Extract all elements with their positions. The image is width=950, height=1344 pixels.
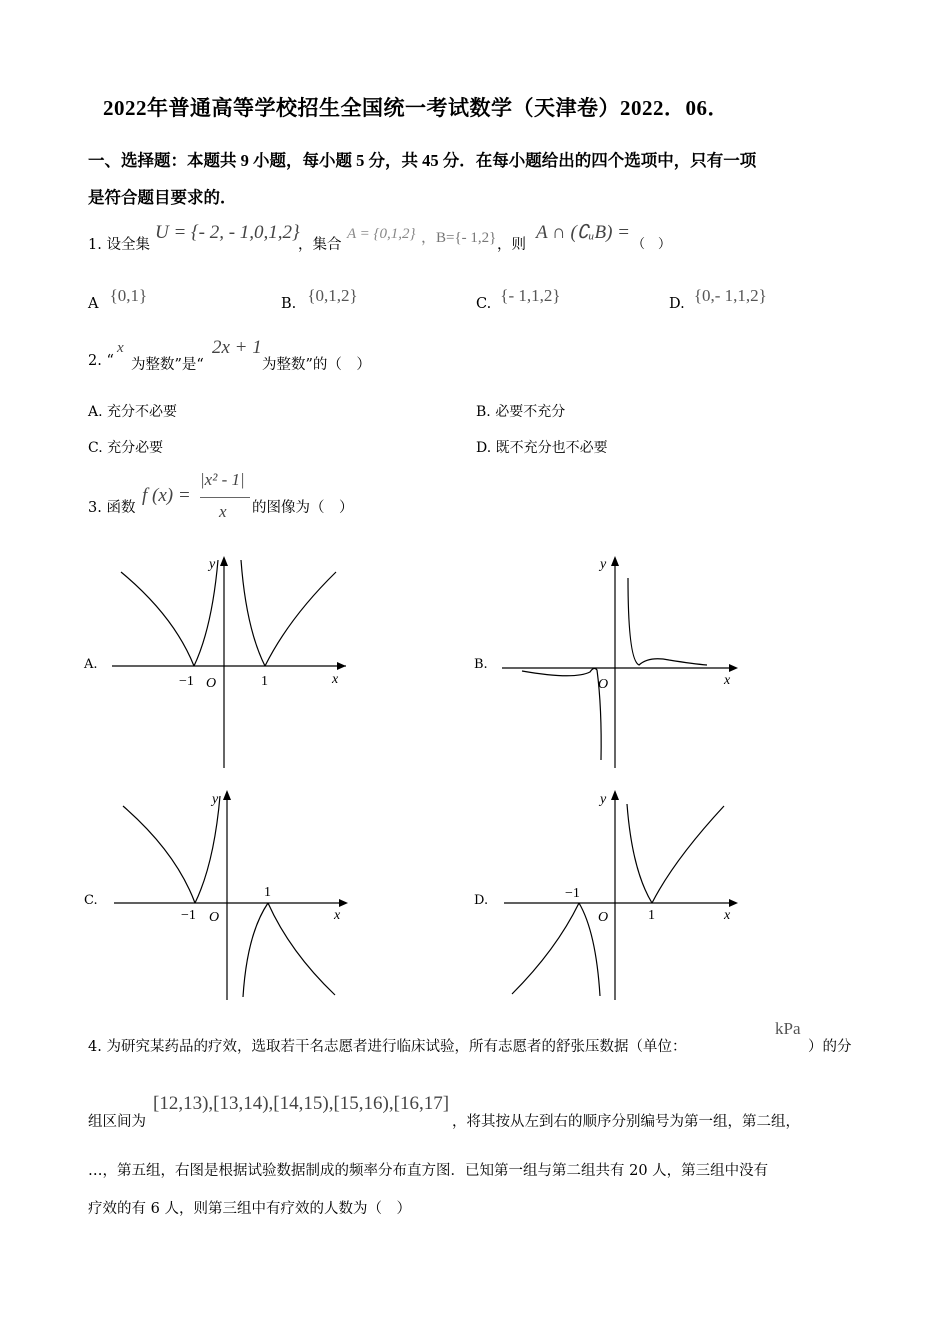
x-axis-label: x xyxy=(334,908,341,923)
curve-right-outer xyxy=(268,903,335,995)
curve-left-inner xyxy=(195,796,220,903)
q2-option-label: C. xyxy=(88,440,103,456)
q2-suffix: 为整数”的（ ） xyxy=(262,357,371,373)
x-axis-arrow xyxy=(337,662,346,670)
q1-option-value: {- 1,1,2} xyxy=(500,286,561,305)
q1-option-label: B. xyxy=(281,296,297,312)
q3-graph-b-plot xyxy=(474,548,754,770)
q3-graph-option-a[interactable] xyxy=(84,548,364,770)
q3-graph-d-plot xyxy=(474,782,754,1004)
y-axis-label: y xyxy=(600,557,607,572)
q1-option-d[interactable] xyxy=(669,286,767,312)
q3-graph-option-b[interactable] xyxy=(474,548,754,770)
q1-option-a[interactable] xyxy=(88,286,148,312)
section-heading-line1: 一、选择题：本题共 9 小题，每小题 5 分，共 45 分．在每小题给出的四个选项中，只有一项 xyxy=(88,151,757,170)
y-axis-arrow xyxy=(223,790,231,800)
tick-label: 1 xyxy=(264,885,271,900)
curve-right-inner xyxy=(627,804,652,903)
q2-option-label: D. xyxy=(476,440,492,456)
q4-line4: 疗效的有 6 人，则第三组中有疗效的人数为（ ） xyxy=(88,1201,411,1217)
x-axis-label: x xyxy=(724,908,731,923)
q3-suffix: 的图像为（ ） xyxy=(252,500,354,516)
q1-option-value: {0,- 1,1,2} xyxy=(693,286,767,305)
q4-line1-end: ）的分 xyxy=(808,1039,852,1055)
curve-left-inner xyxy=(579,903,600,996)
q2-prefix: 2. “ xyxy=(88,353,114,369)
curve-negative-branch xyxy=(522,668,601,760)
q1-option-c[interactable] xyxy=(476,286,561,312)
q4-line2-start: 组区间为 xyxy=(88,1114,146,1130)
q1-expression: A ∩ (∁ᵤB) = xyxy=(536,222,630,243)
origin-label: O xyxy=(209,910,220,925)
curve-right-inner xyxy=(241,560,265,666)
q1-mid1: ，集合 xyxy=(298,237,342,253)
y-axis-label: y xyxy=(209,557,216,572)
q1-option-value: {0,1,2} xyxy=(307,286,358,305)
curve-positive-branch xyxy=(628,578,707,665)
q3-denominator: x xyxy=(219,502,227,521)
tick-label: −1 xyxy=(179,674,194,689)
tick-label: −1 xyxy=(181,908,196,923)
section-heading-line2: 是符合题目要求的． xyxy=(88,188,237,207)
q3-graph-label: B. xyxy=(474,657,488,672)
curve-left-inner xyxy=(194,560,218,666)
q1-prefix: 1. 设全集 xyxy=(88,237,150,253)
q2-option-value: 必要不充分 xyxy=(495,404,566,420)
origin-label: O xyxy=(598,677,609,692)
q1-set-b: ，B={- 1,2} xyxy=(421,230,497,246)
q4-line1: 4. 为研究某药品的疗效，选取若干名志愿者进行临床试验，所有志愿者的舒张压数据（单位： xyxy=(88,1039,687,1055)
q3-graph-label: D. xyxy=(474,893,489,908)
y-axis-arrow xyxy=(220,556,228,566)
tick-label: 1 xyxy=(261,674,268,689)
q3-prefix: 3. 函数 xyxy=(88,500,136,516)
curve-right-inner xyxy=(243,903,268,997)
origin-label: O xyxy=(206,676,217,691)
q3-graph-option-d[interactable] xyxy=(474,782,754,1004)
q1-option-b[interactable] xyxy=(281,286,358,312)
q2-option-b[interactable] xyxy=(476,401,565,421)
q4-intervals: [12,13),[13,14),[14,15),[15,16),[16,17] xyxy=(153,1093,450,1114)
q4-line2-end: ，将其按从左到右的顺序分别编号为第一组，第二组， xyxy=(452,1114,800,1130)
q2-option-label: B. xyxy=(476,404,491,420)
q3-graph-option-c[interactable] xyxy=(84,782,364,1004)
tick-label: 1 xyxy=(648,908,655,923)
origin-label: O xyxy=(598,910,609,925)
x-axis-label: x xyxy=(332,672,339,687)
y-axis-label: y xyxy=(212,792,219,807)
curve-left-outer xyxy=(123,806,195,903)
q3-graph-a-plot xyxy=(84,548,364,770)
x-axis-label: x xyxy=(724,673,731,688)
q3-graph-label: A. xyxy=(84,657,98,672)
x-axis-arrow xyxy=(339,899,348,907)
q2-mid: 为整数”是“ xyxy=(131,357,204,373)
q3-graph-c-plot xyxy=(84,782,364,1004)
q1-mid2: ，则 xyxy=(497,237,526,253)
x-axis-arrow xyxy=(729,664,738,672)
tick-label: −1 xyxy=(565,886,580,901)
q1-paren: （ ） xyxy=(632,237,672,252)
q4-line3: …，第五组，右图是根据试验数据制成的频率分布直方图．已知第一组与第二组共有 20 人，第三组中没有 xyxy=(88,1163,769,1179)
q3-numerator: |x² - 1| xyxy=(200,470,245,489)
curve-right-outer xyxy=(265,572,336,666)
q1-option-label: D. xyxy=(669,296,685,312)
q1-option-label: C. xyxy=(476,296,492,312)
y-axis-arrow xyxy=(611,790,619,800)
q2-option-value: 既不充分也不必要 xyxy=(495,440,608,456)
curve-right-outer xyxy=(652,806,724,903)
q3-graph-label: C. xyxy=(84,893,98,908)
q1-universal-set: U = {- 2, - 1,0,1,2} xyxy=(155,222,300,243)
q1-option-value: {0,1} xyxy=(109,286,148,305)
q2-option-value: 充分不必要 xyxy=(107,404,178,420)
q2-x: x xyxy=(117,340,124,356)
q2-option-c[interactable] xyxy=(88,437,163,457)
y-axis-arrow xyxy=(611,556,619,566)
q2-option-value: 充分必要 xyxy=(107,440,164,456)
q2-expression: 2x + 1 xyxy=(212,337,262,358)
q1-set-a: A = {0,1,2} xyxy=(347,226,416,242)
y-axis-label: y xyxy=(600,792,607,807)
x-axis-arrow xyxy=(729,899,738,907)
q4-unit: kPa xyxy=(775,1019,801,1038)
q3-function-name: f (x) = xyxy=(142,485,191,506)
q2-option-d[interactable] xyxy=(476,437,608,457)
q1-option-label: A xyxy=(88,296,99,312)
q3-fraction-bar xyxy=(200,497,250,498)
curve-left-outer xyxy=(512,903,579,994)
q2-option-label: A. xyxy=(88,404,103,420)
q2-option-a[interactable] xyxy=(88,401,177,421)
curve-left-outer xyxy=(121,572,194,666)
page-title: 2022年普通高等学校招生全国统一考试数学（天津卷）2022．06． xyxy=(103,96,729,120)
